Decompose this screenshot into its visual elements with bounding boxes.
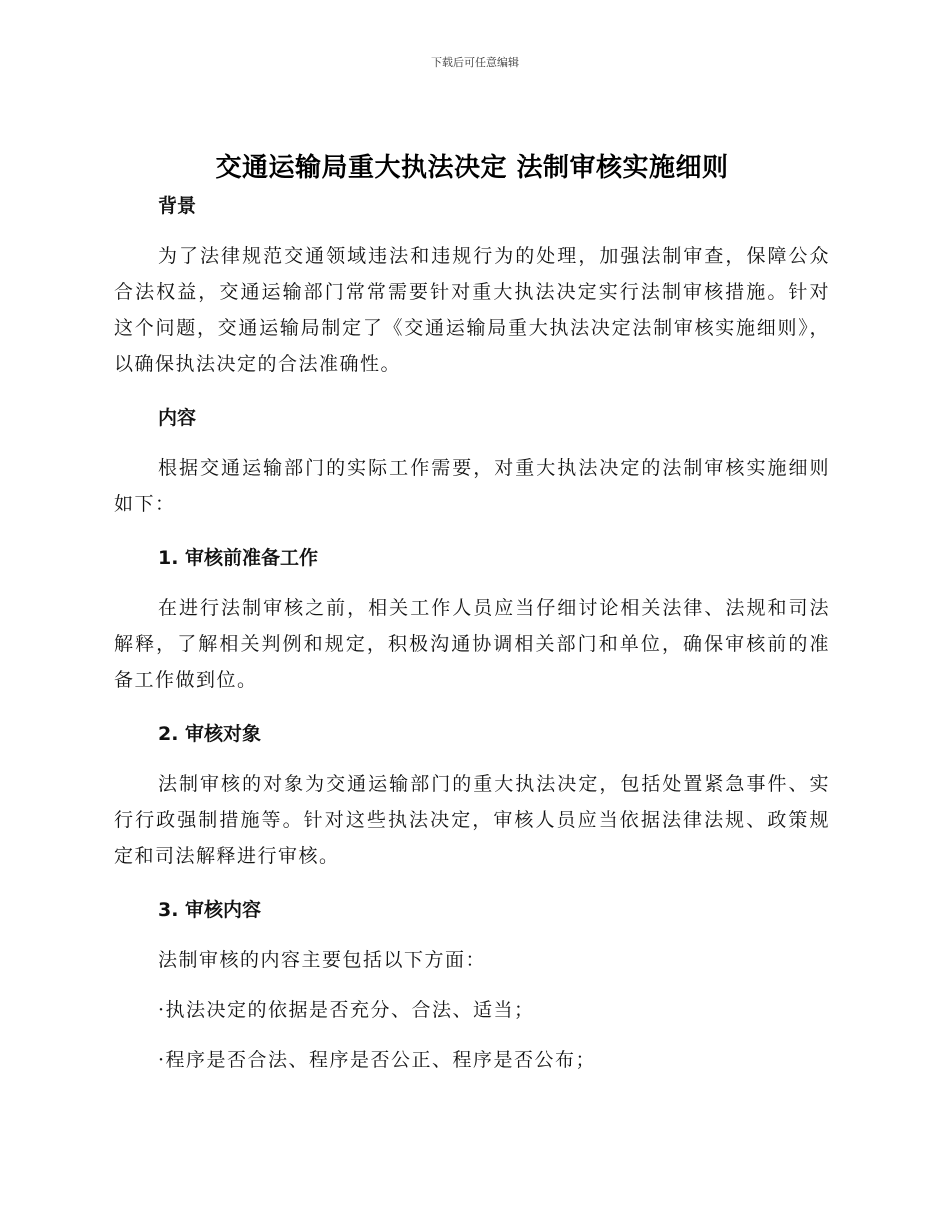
paragraph-content: 根据交通运输部门的实际工作需要，对重大执法决定的法制审核实施细则如下：	[114, 457, 830, 515]
paragraph-item3: 法制审核的内容主要包括以下方面：	[158, 949, 487, 971]
section-heading-item2: 2. 审核对象	[158, 723, 262, 745]
document-title: 交通运输局重大执法决定 法制审核实施细则	[215, 153, 729, 183]
section-heading-content: 内容	[158, 407, 197, 429]
paragraph-item2: 法制审核的对象为交通运输部门的重大执法决定，包括处置紧急事件、实行行政强制措施等。针对这些执法决定，审核人员应当依据法律法规、政策规定和司法解释进行审核。	[114, 773, 830, 867]
list-item: ·执法决定的依据是否充分、合法、适当；	[158, 999, 535, 1021]
section-heading-background: 背景	[158, 195, 197, 217]
paragraph-background: 为了法律规范交通领域违法和违规行为的处理，加强法制审查，保障公众合法权益，交通运输部门常常需要针对重大执法决定实行法制审核措施。针对这个问题，交通运输局制定了《交通运输局重大执法决定法制审核实施细则》，以确保执法决定的合法准确性。	[114, 245, 830, 375]
section-heading-item3: 3. 审核内容	[158, 899, 262, 921]
document-body	[114, 148, 830, 1078]
section-heading-item1: 1. 审核前准备工作	[158, 547, 319, 569]
list-item: ·程序是否合法、程序是否公正、程序是否公布；	[158, 1049, 597, 1071]
header-note: 下载后可任意编辑	[431, 56, 519, 69]
paragraph-item1: 在进行法制审核之前，相关工作人员应当仔细讨论相关法律、法规和司法解释，了解相关判例和规定，积极沟通协调相关部门和单位，确保审核前的准备工作做到位。	[114, 597, 830, 691]
